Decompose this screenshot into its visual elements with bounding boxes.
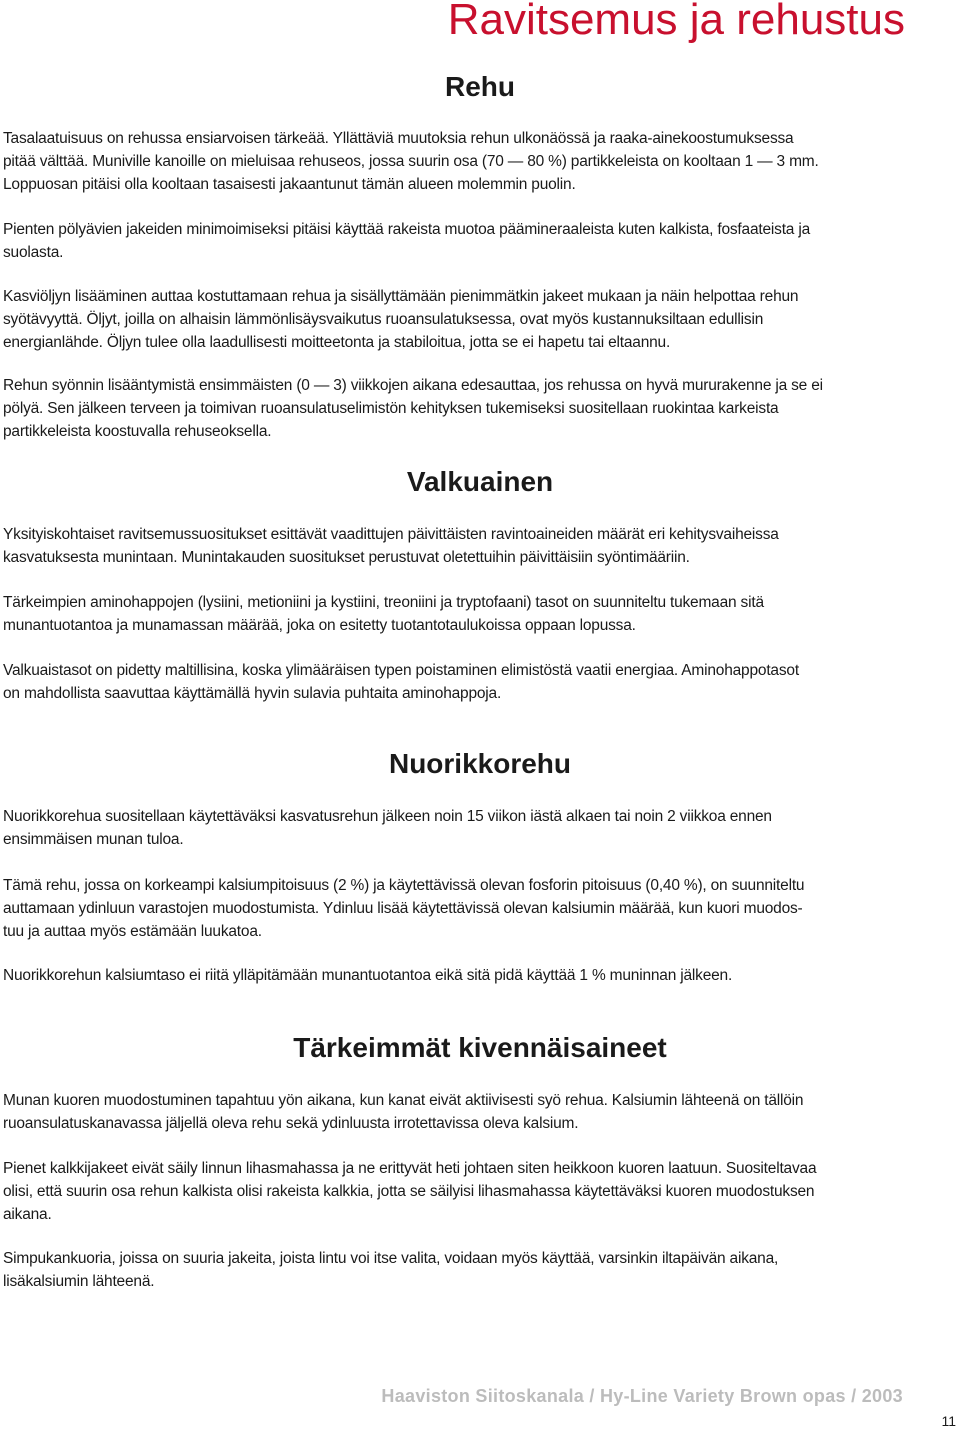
text-line: Tämä rehu, jossa on korkeampi kalsiumpitoisuus (2 %) ja käytettävissä olevan fosforin pitoisuus (0,40 %), on suunniteltu <box>3 877 805 894</box>
paragraph <box>3 523 908 569</box>
text-line: Valkuaistasot on pidetty maltillisina, koska ylimääräisen typen poistaminen elimistöstä vaatii energiaa. Aminohappotasot <box>3 662 799 679</box>
paragraph <box>3 1157 908 1226</box>
text-line: suolasta. <box>3 244 64 261</box>
paragraph <box>3 127 908 196</box>
paragraph <box>3 591 908 637</box>
paragraph <box>3 1247 908 1293</box>
section-heading-nuorikkorehu: Nuorikkorehu <box>388 748 572 779</box>
page-footer: Haaviston Siitoskanala / Hy-Line Variety Brown opas / 2003 <box>381 1386 903 1406</box>
text-line: olisi, että suurin osa rehun kalkista olisi rakeista kalkkia, jotta se säilyisi lihasmahassa käytettäväksi kuoren muodostuksen <box>3 1183 815 1200</box>
text-line: lisäkalsiumin lähteenä. <box>3 1273 155 1290</box>
text-line: Tärkeimpien aminohappojen (lysiini, metioniini ja kystiini, treoniini ja tryptofaani) tasot on suunniteltu tukemaan sitä <box>3 594 764 611</box>
paragraph <box>3 285 908 354</box>
text-line: ruoansulatuskanavassa jäljellä oleva rehu sekä ydinluusta irrotettavissa oleva kalsium. <box>3 1115 579 1132</box>
paragraph <box>3 964 908 987</box>
text-line: ensimmäisen munan tuloa. <box>3 831 184 848</box>
paragraph <box>3 1089 908 1135</box>
text-line: partikkeleista koostuvalla rehuseoksella. <box>3 423 272 440</box>
paragraph <box>3 659 908 705</box>
text-line: tuu ja auttaa myös estämään luukatoa. <box>3 923 262 940</box>
text-line: pölyä. Sen jälkeen terveen ja toimivan ruoansulatuselimistön kehityksen tukemiseksi suositellaan ruokintaa karkeista <box>3 400 779 417</box>
text-line: on mahdollista saavuttaa käyttämällä hyvin sulavia puhtaita aminohappoja. <box>3 685 502 702</box>
page-number: 11 <box>941 1413 956 1429</box>
section-heading-rehu: Rehu <box>445 71 515 102</box>
text-line: Kasviöljyn lisääminen auttaa kostuttamaan rehua ja sisällyttämään pienimmätkin jakeet mukaan ja näin helpottaa rehun <box>3 288 799 305</box>
paragraph <box>3 874 908 943</box>
text-line: Loppuosan pitäisi olla kooltaan tasaisesti jakaantunut tämän alueen molemmin puolin. <box>3 176 576 193</box>
paragraph <box>3 218 908 264</box>
text-line: Pienet kalkkijakeet eivät säily linnun lihasmahassa ja ne erittyvät heti johtaen siten heikkoon kuoren laatuun. Suositeltavaa <box>3 1160 817 1177</box>
text-line: pitää välttää. Muniville kanoille on mieluisaa rehuseos, jossa suurin osa (70 — 80 %) partikkeleista on kooltaan 1 — 3 mm. <box>3 153 819 170</box>
section-heading-kivennaisaineet: Tärkeimmät kivennäisaineet <box>293 1032 667 1063</box>
text-line: aikana. <box>3 1206 52 1223</box>
text-line: Simpukankuoria, joissa on suuria jakeita, joista lintu voi itse valita, voidaan myös käyttää, varsinkin iltapäivän aikana, <box>3 1250 779 1267</box>
text-line: auttamaan ydinluun varastojen muodostumista. Ydinluu lisää käytettävissä olevan kalsiumin määrää, kun kuori muodos- <box>3 900 803 917</box>
text-line: Rehun syönnin lisääntymistä ensimmäisten (0 — 3) viikkojen aikana edesauttaa, jos rehussa on hyvä mururakenne ja se ei <box>3 377 823 394</box>
text-line: munantuotantoa ja munamassan määrää, joka on esitetty tuotantotaulukoissa oppaan lopussa. <box>3 617 636 634</box>
text-line: syötävyyttä. Öljyt, joilla on alhaisin lämmönlisäysvaikutus ruoansulatuksessa, ovat myös kustannuksiltaan edullisin <box>3 311 764 328</box>
paragraph <box>3 374 908 443</box>
text-line: Munan kuoren muodostuminen tapahtuu yön aikana, kun kanat eivät aktiivisesti syö rehua. Kalsiumin lähteenä on tällöin <box>3 1092 804 1109</box>
text-line: Nuorikkorehua suositellaan käytettäväksi kasvatusrehun jälkeen noin 15 viikon iästä alkaen tai noin 2 viikkoa ennen <box>3 808 772 825</box>
paragraph <box>3 805 908 851</box>
text-line: Pienten pölyävien jakeiden minimoimiseksi pitäisi käyttää rakeista muotoa päämineraaleista kuten kalkista, fosfaateista ja <box>3 221 810 238</box>
text-line: energianlähde. Öljyn tulee olla laadullisesti moitteetonta ja stabiloitua, jotta se ei hapetu tai eltaannu. <box>3 334 671 351</box>
section-heading-valkuainen: Valkuainen <box>406 466 554 497</box>
text-line: Tasalaatuisuus on rehussa ensiarvoisen tärkeää. Yllättäviä muutoksia rehun ulkonäössä ja raaka-ainekoostumuksessa <box>3 130 794 147</box>
text-line: kasvatuksesta munintaan. Munintakauden suositukset perustuvat oletettuihin päivittäisiin syöntimääriin. <box>3 549 690 566</box>
page-title: Ravitsemus ja rehustus <box>447 0 905 44</box>
text-line: Yksityiskohtaiset ravitsemussuositukset esittävät vaadittujen päivittäisten ravintoaineiden määrät eri kehitysvaiheissa <box>3 526 779 543</box>
text-line: Nuorikkorehun kalsiumtaso ei riitä ylläpitämään munantuotantoa eikä sitä pidä käyttää 1 % muninnan jälkeen. <box>3 967 733 984</box>
